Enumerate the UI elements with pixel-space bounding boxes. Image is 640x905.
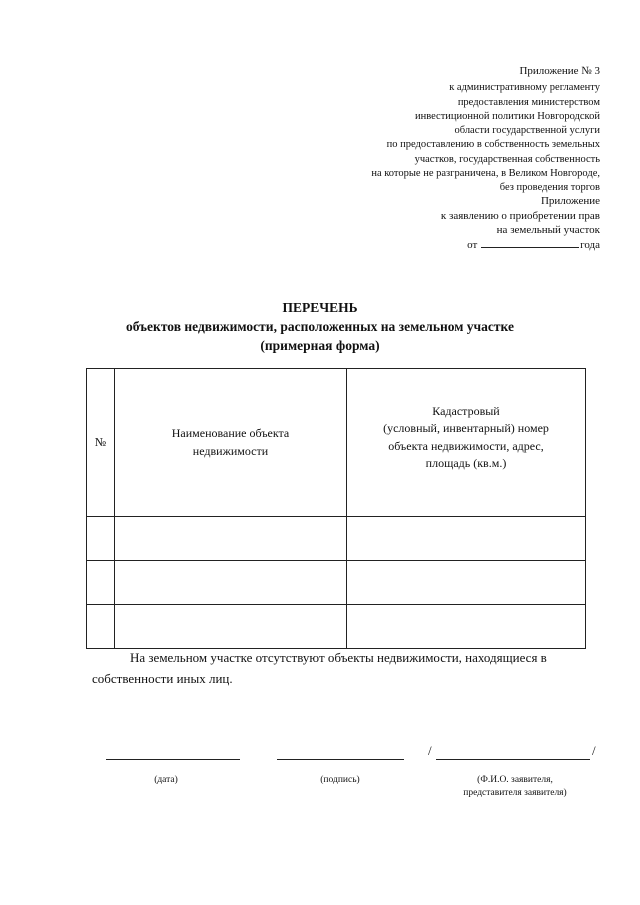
table-cell[interactable] [347, 605, 586, 649]
table-cell[interactable] [87, 517, 115, 561]
name-caption [440, 774, 590, 800]
header-cadastral-line: площадь (кв.м.) [425, 456, 507, 470]
table-cell[interactable] [87, 605, 115, 649]
table-cell[interactable] [115, 561, 347, 605]
header-cadastral [347, 369, 586, 517]
header-number: № [87, 369, 115, 517]
name-right-slash: / [592, 743, 596, 758]
table-cell[interactable] [115, 605, 347, 649]
date-blank [481, 247, 579, 248]
name-caption-line: представителя заявителя) [463, 788, 567, 798]
appendix-line: без проведения торгов [499, 182, 600, 194]
title-line: (примерная форма) [260, 338, 380, 353]
sign-caption: (подпись) [320, 775, 360, 785]
header-object-name-line: Наименование объекта [171, 426, 290, 440]
table-row [87, 605, 586, 649]
title-line: ПЕРЕЧЕНЬ [282, 300, 358, 315]
application-date [441, 238, 600, 253]
appendix-line: участков, государственная собственность [414, 153, 600, 165]
appendix-line: предоставления министерством [457, 96, 600, 108]
header-object-name-line: недвижимости [192, 443, 269, 458]
application-title: Приложение [540, 195, 600, 207]
table-row [87, 517, 586, 561]
header-object-name [115, 369, 347, 517]
table-cell[interactable] [115, 517, 347, 561]
name-signature-line[interactable] [436, 759, 590, 760]
application-line: на земельный участок [496, 224, 600, 236]
notice-text: На земельном участке отсутствуют объекты недвижимости, находящиеся в собственности иных лиц. [92, 650, 547, 686]
application-line: к заявлению о приобретении прав [440, 209, 600, 222]
sign-signature-line[interactable] [277, 759, 404, 760]
name-left-slash: / [428, 743, 432, 758]
table-cell[interactable] [347, 561, 586, 605]
table-cell[interactable] [87, 561, 115, 605]
appendix-line: области государственной услуги [454, 125, 600, 137]
appendix-header [371, 64, 600, 196]
appendix-line: инвестиционной политики Новгородской [414, 110, 600, 122]
date-signature-line[interactable] [106, 759, 240, 760]
title-line: объектов недвижимости, расположенных на земельном участке [126, 319, 514, 334]
header-cadastral-line: Кадастровый [432, 403, 500, 418]
appendix-line: на которые не разграничена, в Великом Новгороде, [371, 168, 600, 180]
appendix-line: к административному регламенту [449, 82, 600, 94]
date-suffix: года [580, 238, 600, 251]
appendix-title: Приложение № 3 [519, 65, 600, 77]
header-cadastral-line: объекта недвижимости, адрес, [388, 438, 544, 453]
date-caption: (дата) [154, 775, 178, 785]
date-prefix: от [467, 238, 478, 251]
name-caption-line: (Ф.И.О. заявителя, [477, 775, 553, 785]
table-row [87, 561, 586, 605]
document-title [0, 298, 640, 355]
application-header [441, 194, 600, 252]
table-cell[interactable] [347, 517, 586, 561]
table-header-row [87, 369, 586, 517]
appendix-line: по предоставлению в собственность земельных [386, 139, 600, 151]
header-cadastral-line: (условный, инвентарный) номер [383, 421, 549, 435]
objects-table [86, 368, 586, 649]
